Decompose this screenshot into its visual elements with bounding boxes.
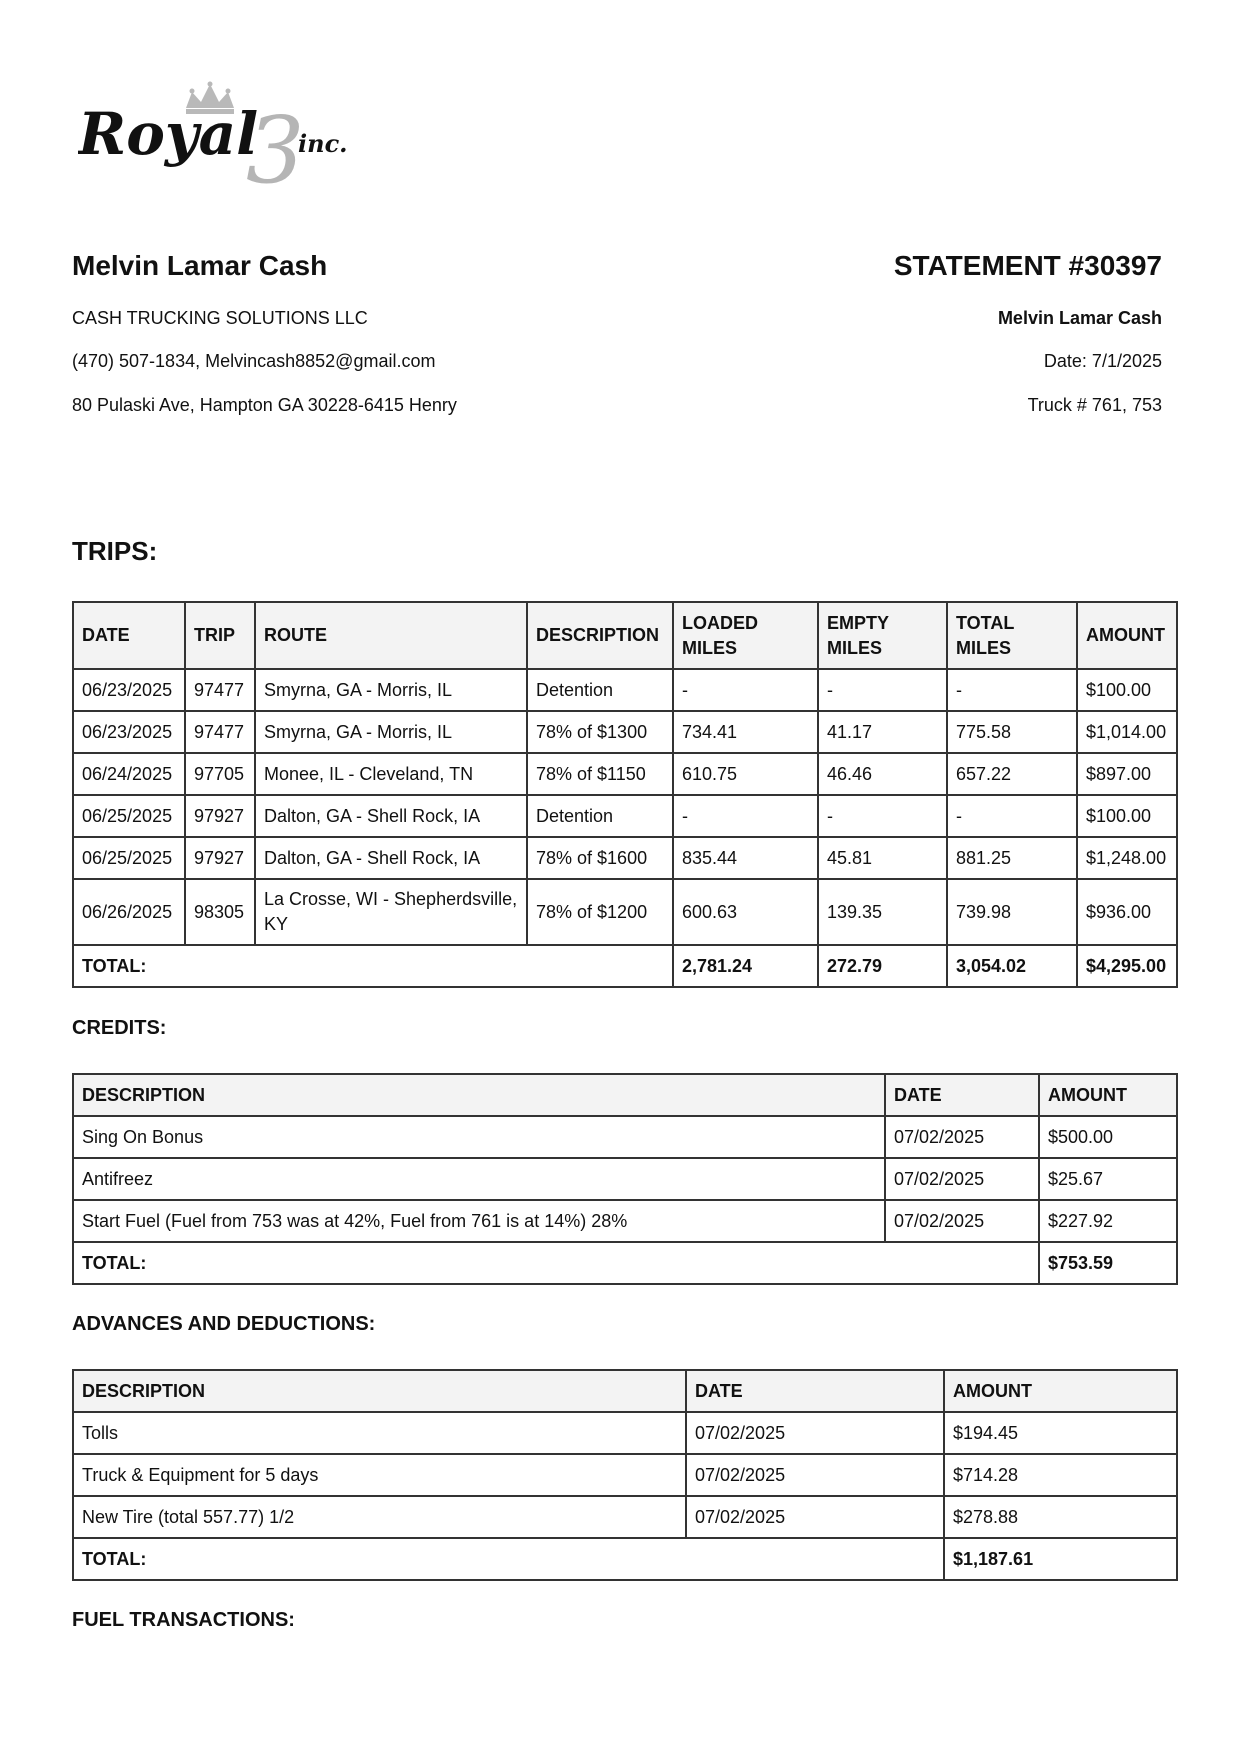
deductions-cell-date: 07/02/2025	[686, 1496, 944, 1538]
credits-row	[73, 1158, 1177, 1200]
trips-col-empty-miles: EMPTY MILES	[818, 602, 947, 669]
trips-cell-date: 06/25/2025	[73, 795, 185, 837]
trips-col-total-miles: TOTAL MILES	[947, 602, 1077, 669]
credits-cell-date: 07/02/2025	[885, 1116, 1039, 1158]
trips-cell-date: 06/26/2025	[73, 879, 185, 945]
trips-row	[73, 669, 1177, 711]
driver-name: Melvin Lamar Cash	[72, 250, 328, 281]
credits-cell-amount: $227.92	[1039, 1200, 1177, 1242]
statement-title: STATEMENT #30397	[893, 250, 1162, 281]
deductions-total-row	[73, 1538, 1177, 1580]
credits-total-row	[73, 1242, 1177, 1284]
trips-col-date: DATE	[73, 602, 185, 669]
credits-col-amount: AMOUNT	[1039, 1074, 1177, 1116]
trips-cell-empty-miles: 41.17	[818, 711, 947, 753]
trips-col-route: ROUTE	[255, 602, 527, 669]
credits-cell-date: 07/02/2025	[885, 1158, 1039, 1200]
contact-info: (470) 507-1834, Melvincash8852@gmail.com	[72, 351, 436, 371]
trips-cell-amount: $100.00	[1077, 669, 1177, 711]
trips-total-empty: 272.79	[818, 945, 947, 987]
logo-word: Royal	[78, 100, 259, 168]
deductions-cell-description: New Tire (total 557.77) 1/2	[73, 1496, 686, 1538]
trips-cell-route: Monee, IL - Cleveland, TN	[255, 753, 527, 795]
fuel-transactions-heading: FUEL TRANSACTIONS:	[72, 1609, 295, 1631]
trips-cell-route: Dalton, GA - Shell Rock, IA	[255, 795, 527, 837]
credits-row	[73, 1116, 1177, 1158]
trips-cell-trip: 98305	[185, 879, 255, 945]
trips-cell-route: La Crosse, WI - Shepherdsville, KY	[255, 879, 527, 945]
deductions-cell-amount: $278.88	[944, 1496, 1177, 1538]
credits-cell-description: Antifreez	[73, 1158, 885, 1200]
trips-col-trip: TRIP	[185, 602, 255, 669]
trips-cell-loaded-miles: 600.63	[673, 879, 818, 945]
trips-cell-route: Dalton, GA - Shell Rock, IA	[255, 837, 527, 879]
credits-col-date: DATE	[885, 1074, 1039, 1116]
trips-cell-amount: $100.00	[1077, 795, 1177, 837]
trips-cell-empty-miles: 45.81	[818, 837, 947, 879]
driver-address: 80 Pulaski Ave, Hampton GA 30228-6415 Henry	[72, 395, 457, 415]
trips-cell-amount: $936.00	[1077, 879, 1177, 945]
trips-cell-loaded-miles: 734.41	[673, 711, 818, 753]
trips-cell-date: 06/25/2025	[73, 837, 185, 879]
trips-cell-empty-miles: -	[818, 795, 947, 837]
trips-cell-amount: $1,014.00	[1077, 711, 1177, 753]
deductions-row	[73, 1412, 1177, 1454]
deductions-heading: ADVANCES AND DEDUCTIONS:	[72, 1313, 376, 1335]
statement-driver-name: Melvin Lamar Cash	[997, 308, 1162, 328]
trips-cell-total-miles: -	[947, 669, 1077, 711]
trips-row	[73, 753, 1177, 795]
trips-row	[73, 711, 1177, 753]
trips-table	[72, 601, 1178, 988]
trips-cell-empty-miles: 139.35	[818, 879, 947, 945]
trips-col-description: DESCRIPTION	[527, 602, 673, 669]
trips-total-label: TOTAL:	[73, 945, 673, 987]
trips-row	[73, 879, 1177, 945]
trips-cell-loaded-miles: 610.75	[673, 753, 818, 795]
trips-cell-description: Detention	[527, 669, 673, 711]
credits-cell-date: 07/02/2025	[885, 1200, 1039, 1242]
credits-heading: CREDITS:	[72, 1017, 167, 1039]
trips-total-loaded: 2,781.24	[673, 945, 818, 987]
trips-cell-date: 06/23/2025	[73, 711, 185, 753]
deductions-col-amount: AMOUNT	[944, 1370, 1177, 1412]
credits-table	[72, 1073, 1178, 1285]
credits-cell-description: Sing On Bonus	[73, 1116, 885, 1158]
statement-date: Date: 7/1/2025	[1043, 351, 1162, 371]
deductions-col-date: DATE	[686, 1370, 944, 1412]
trips-cell-description: 78% of $1600	[527, 837, 673, 879]
trips-cell-trip: 97477	[185, 711, 255, 753]
trips-cell-loaded-miles: -	[673, 795, 818, 837]
trips-cell-total-miles: -	[947, 795, 1077, 837]
trips-cell-total-miles: 657.22	[947, 753, 1077, 795]
trips-col-loaded-miles: LOADED MILES	[673, 602, 818, 669]
trips-col-amount: AMOUNT	[1077, 602, 1177, 669]
credits-cell-amount: $500.00	[1039, 1116, 1177, 1158]
trips-cell-route: Smyrna, GA - Morris, IL	[255, 669, 527, 711]
deductions-header-row	[73, 1370, 1177, 1412]
trips-row	[73, 795, 1177, 837]
trips-cell-total-miles: 775.58	[947, 711, 1077, 753]
credits-col-description: DESCRIPTION	[73, 1074, 885, 1116]
trips-cell-total-miles: 881.25	[947, 837, 1077, 879]
trips-cell-date: 06/24/2025	[73, 753, 185, 795]
logo-numeral: 3	[246, 97, 305, 190]
deductions-total-label: TOTAL:	[73, 1538, 944, 1580]
trips-total-row	[73, 945, 1177, 987]
company-logo	[78, 80, 388, 190]
trips-cell-loaded-miles: 835.44	[673, 837, 818, 879]
trips-cell-empty-miles: 46.46	[818, 753, 947, 795]
trips-cell-description: Detention	[527, 795, 673, 837]
deductions-cell-date: 07/02/2025	[686, 1454, 944, 1496]
trips-heading: TRIPS:	[72, 536, 158, 566]
credits-cell-description: Start Fuel (Fuel from 753 was at 42%, Fuel from 761 is at 14%) 28%	[73, 1200, 885, 1242]
deductions-cell-amount: $714.28	[944, 1454, 1177, 1496]
trips-header-row	[73, 602, 1177, 669]
trips-cell-description: 78% of $1150	[527, 753, 673, 795]
deductions-cell-amount: $194.45	[944, 1412, 1177, 1454]
royal-crown-logo-icon	[78, 80, 388, 190]
trips-cell-trip: 97705	[185, 753, 255, 795]
trips-cell-trip: 97927	[185, 837, 255, 879]
trips-row	[73, 837, 1177, 879]
deductions-total-amount: $1,187.61	[944, 1538, 1177, 1580]
credits-row	[73, 1200, 1177, 1242]
trips-cell-loaded-miles: -	[673, 669, 818, 711]
deductions-row	[73, 1496, 1177, 1538]
company-name: CASH TRUCKING SOLUTIONS LLC	[72, 308, 368, 328]
deductions-cell-description: Tolls	[73, 1412, 686, 1454]
trips-cell-description: 78% of $1300	[527, 711, 673, 753]
trips-cell-amount: $897.00	[1077, 753, 1177, 795]
credits-total-amount: $753.59	[1039, 1242, 1177, 1284]
credits-total-label: TOTAL:	[73, 1242, 1039, 1284]
logo-suffix: inc.	[298, 129, 348, 158]
deductions-col-description: DESCRIPTION	[73, 1370, 686, 1412]
deductions-row	[73, 1454, 1177, 1496]
trips-cell-description: 78% of $1200	[527, 879, 673, 945]
trips-total-miles: 3,054.02	[947, 945, 1077, 987]
trips-cell-empty-miles: -	[818, 669, 947, 711]
trips-cell-route: Smyrna, GA - Morris, IL	[255, 711, 527, 753]
deductions-table	[72, 1369, 1178, 1581]
trips-cell-total-miles: 739.98	[947, 879, 1077, 945]
deductions-cell-date: 07/02/2025	[686, 1412, 944, 1454]
trips-cell-amount: $1,248.00	[1077, 837, 1177, 879]
trips-cell-date: 06/23/2025	[73, 669, 185, 711]
truck-numbers: Truck # 761, 753	[1027, 395, 1162, 415]
credits-header-row	[73, 1074, 1177, 1116]
trips-cell-trip: 97477	[185, 669, 255, 711]
deductions-cell-description: Truck & Equipment for 5 days	[73, 1454, 686, 1496]
trips-cell-trip: 97927	[185, 795, 255, 837]
trips-total-amount: $4,295.00	[1077, 945, 1177, 987]
credits-cell-amount: $25.67	[1039, 1158, 1177, 1200]
